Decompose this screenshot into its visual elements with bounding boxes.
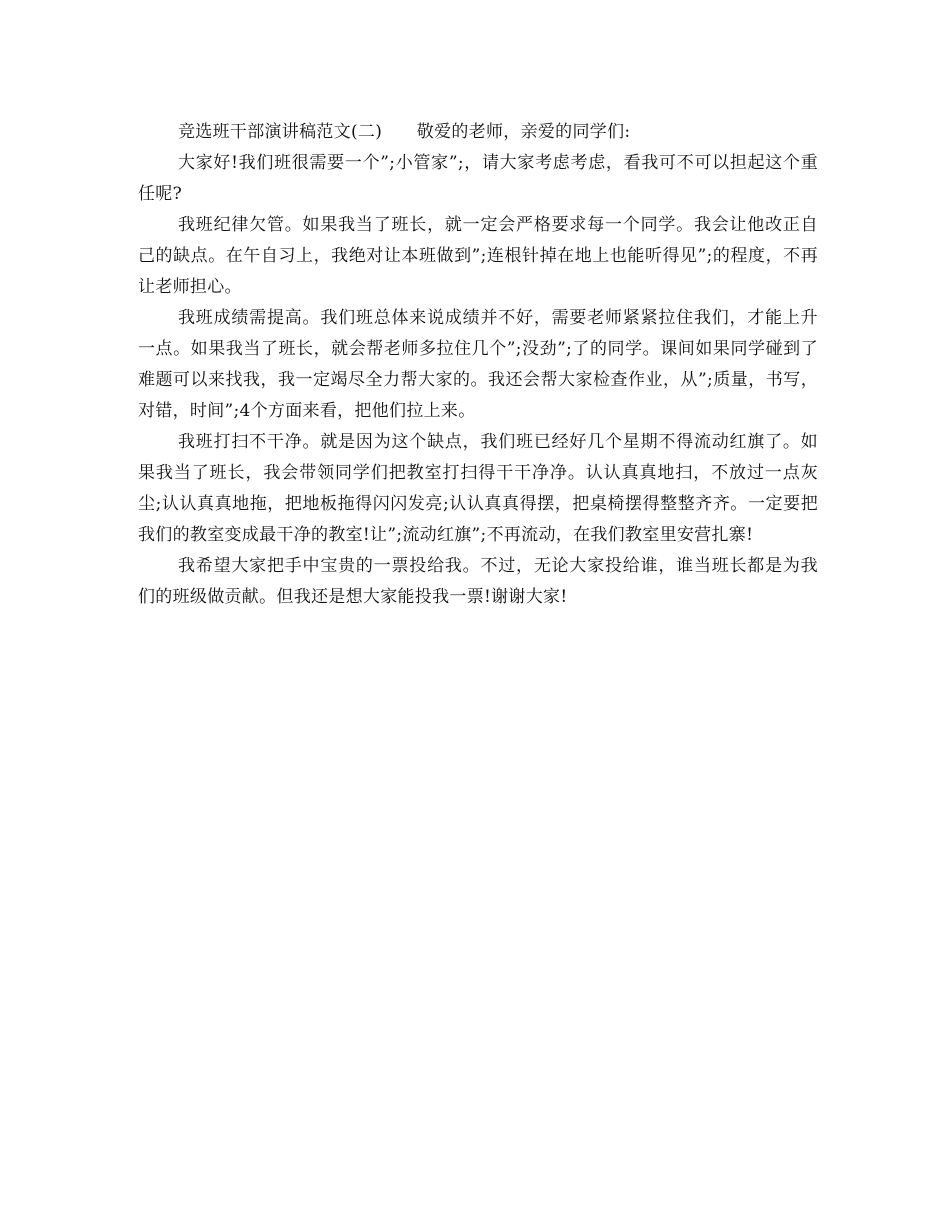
speech-text [138,117,818,613]
paragraph-closing: 我希望大家把手中宝贵的一票投给我。不过，无论大家投给谁，谁当班长都是为我们的班级做贡献。但我还是想大家能投我一票!谢谢大家! [138,556,818,607]
paragraph-title-greeting: 竞选班干部演讲稿范文(二) 敬爱的老师，亲爱的同学们: [178,122,631,142]
paragraph-discipline: 我班纪律欠管。如果我当了班长，就一定会严格要求每一个同学。我会让他改正自己的缺点。在午自习上，我绝对让本班做到”;连根针掉在地上也能听得见”;的程度，不再让老师担心。 [138,215,818,297]
paragraph-opening: 大家好!我们班很需要一个”;小管家”;，请大家考虑考虑，看我可不可以担起这个重任呢? [138,153,818,204]
paragraph-cleaning: 我班打扫不干净。就是因为这个缺点，我们班已经好几个星期不得流动红旗了。如果我当了班长，我会带领同学们把教室打扫得干干净净。认认真真地扫，不放过一点灰尘;认认真真地拖，把地板拖得闪闪发亮;认认真真得摆，把桌椅摆得整整齐齐。一定要把我们的教室变成最干净的教室!让”;流动红旗”;不再流动，在我们教室里安营扎寨! [138,432,818,545]
paragraph-grades: 我班成绩需提高。我们班总体来说成绩并不好，需要老师紧紧拉住我们，才能上升一点。如果我当了班长，就会帮老师多拉住几个”;没劲”;了的同学。课间如果同学碰到了难题可以来找我，我一定竭尽全力帮大家的。我还会帮大家检查作业，从”;质量，书写，对错，时间”;4个方面来看，把他们拉上来。 [138,308,818,421]
